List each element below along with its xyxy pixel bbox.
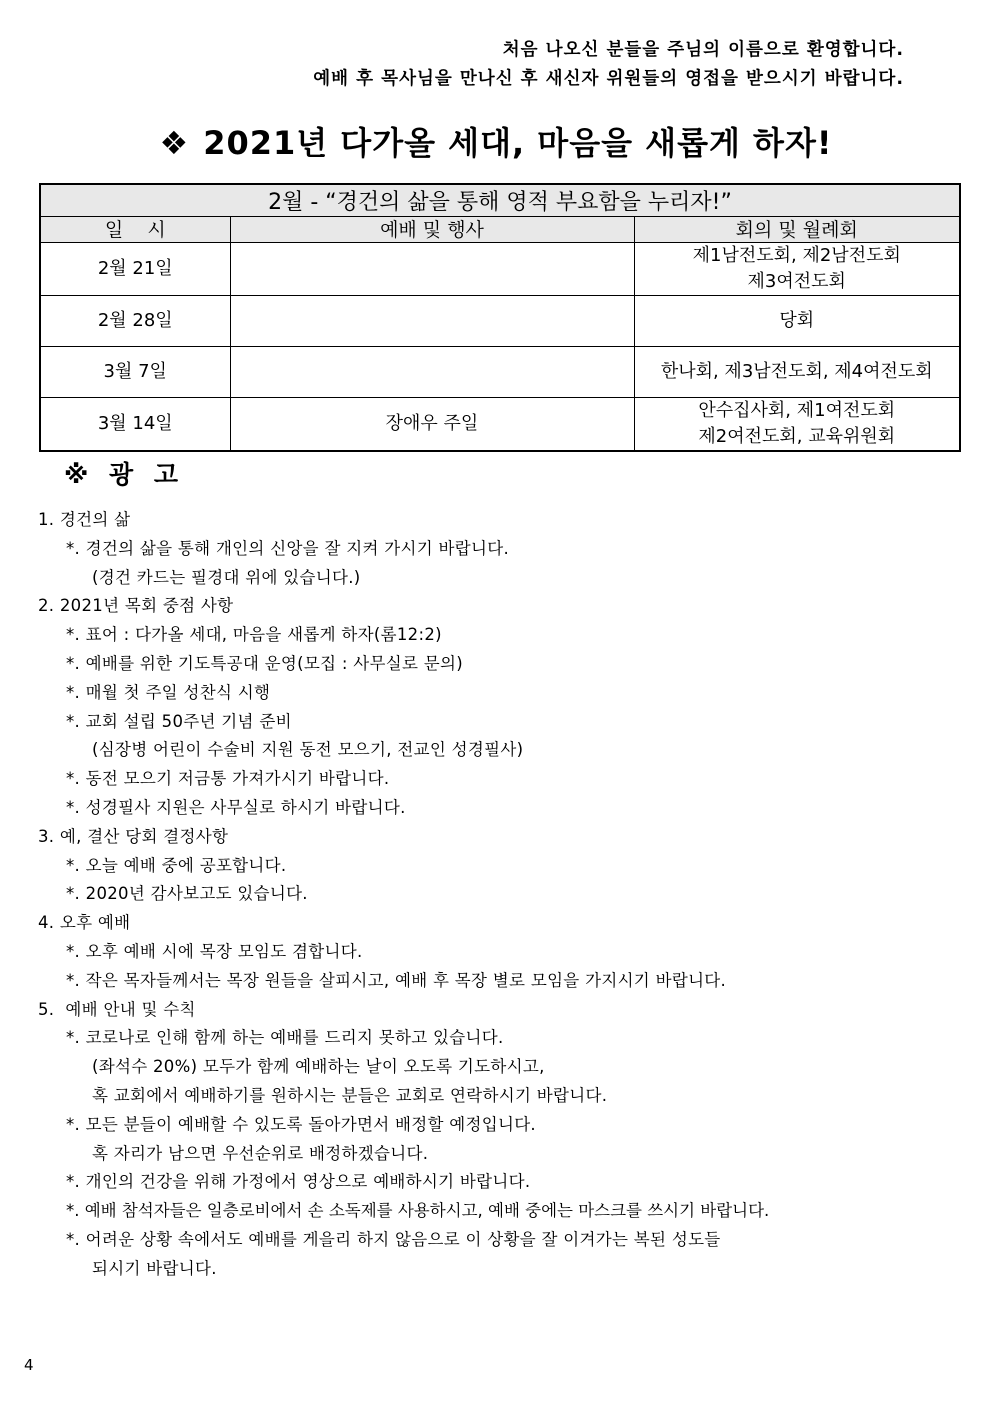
row-worship bbox=[230, 243, 634, 296]
header-date: 일 시 bbox=[40, 217, 230, 243]
welcome-message bbox=[313, 36, 904, 94]
list-item: 혹 자리가 남으면 우선순위로 배정하겠습니다. bbox=[92, 1143, 429, 1163]
table-row bbox=[40, 243, 960, 296]
list-item: *. 교회 설립 50주년 기념 준비 bbox=[66, 711, 292, 731]
list-item: *. 개인의 건강을 위해 가정에서 영상으로 예배하시기 바랍니다. bbox=[66, 1172, 531, 1192]
schedule-header-row bbox=[40, 217, 960, 243]
welcome-line-1: 처음 나오신 분들을 주님의 이름으로 환영합니다. bbox=[502, 40, 904, 60]
table-row bbox=[40, 296, 960, 347]
list-item: 혹 교회에서 예배하기를 원하시는 분들은 교회로 연락하시기 바랍니다. bbox=[92, 1085, 608, 1105]
list-item: *. 어려운 상황 속에서도 예배를 게을리 하지 않음으로 이 상황을 잘 이겨가는 복된 성도들 bbox=[66, 1229, 721, 1249]
row-date: 3월 14일 bbox=[40, 398, 230, 452]
row-date: 2월 28일 bbox=[40, 296, 230, 347]
row-worship: 장애우 주일 bbox=[230, 398, 634, 452]
list-item: *. 모든 분들이 예배할 수 있도록 돌아가면서 배정할 예정입니다. bbox=[66, 1114, 536, 1134]
page-title-text: 2021년 다가올 세대, 마음을 새롭게 하자! bbox=[203, 124, 833, 162]
list-item: *. 2020년 감사보고도 있습니다. bbox=[66, 884, 308, 904]
row-date: 3월 7일 bbox=[40, 347, 230, 398]
list-item: *. 성경필사 지원은 사무실로 하시기 바랍니다. bbox=[66, 797, 406, 817]
announcements-title: ※ 광 고 bbox=[64, 460, 185, 489]
list-item: *. 표어 : 다가올 세대, 마음을 새롭게 하자(롬12:2) bbox=[66, 625, 442, 645]
page-number: 4 bbox=[24, 1356, 34, 1374]
section-heading: 4. 오후 예배 bbox=[38, 913, 131, 933]
page-title bbox=[0, 118, 992, 164]
welcome-line-2: 예배 후 목사님을 만나신 후 새신자 위원들의 영접을 받으시기 바랍니다. bbox=[313, 69, 904, 89]
row-meetings: 당회 bbox=[634, 296, 960, 347]
list-item: *. 매월 첫 주일 성찬식 시행 bbox=[66, 682, 271, 702]
list-item: *. 오늘 예배 중에 공포합니다. bbox=[66, 855, 287, 875]
table-row bbox=[40, 347, 960, 398]
table-row bbox=[40, 398, 960, 452]
section-heading: 5. 예배 안내 및 수칙 bbox=[38, 999, 196, 1019]
list-item: *. 예배를 위한 기도특공대 운영(모집 : 사무실로 문의) bbox=[66, 653, 464, 673]
row-date: 2월 21일 bbox=[40, 243, 230, 296]
list-item: *. 오후 예배 시에 목장 모임도 겸합니다. bbox=[66, 941, 363, 961]
list-item: (좌석수 20%) 모두가 함께 예배하는 날이 오도록 기도하시고, bbox=[92, 1057, 545, 1077]
diamond-bullet-icon: ❖ bbox=[159, 124, 190, 162]
list-item: *. 동전 모으기 저금통 가져가시기 바랍니다. bbox=[66, 769, 390, 789]
schedule-banner-row bbox=[40, 184, 960, 217]
list-item: (심장병 어린이 수술비 지원 동전 모으기, 전교인 성경필사) bbox=[92, 740, 524, 760]
schedule-table bbox=[39, 183, 961, 452]
announcements-list bbox=[38, 506, 952, 1284]
row-worship bbox=[230, 296, 634, 347]
section-heading: 3. 예, 결산 당회 결정사항 bbox=[38, 826, 229, 846]
row-worship bbox=[230, 347, 634, 398]
list-item: *. 예배 참석자들은 일층로비에서 손 소독제를 사용하시고, 예배 중에는 마스크를 쓰시기 바랍니다. bbox=[66, 1201, 770, 1221]
list-item: (경건 카드는 필경대 위에 있습니다.) bbox=[92, 567, 361, 587]
row-meetings: 한나회, 제3남전도회, 제4여전도회 bbox=[634, 347, 960, 398]
header-worship: 예배 및 행사 bbox=[230, 217, 634, 243]
row-meetings: 제1남전도회, 제2남전도회 제3여전도회 bbox=[634, 243, 960, 296]
header-meetings: 회의 및 월례회 bbox=[634, 217, 960, 243]
list-item: *. 코로나로 인해 함께 하는 예배를 드리지 못하고 있습니다. bbox=[66, 1028, 504, 1048]
schedule-banner: 2월 - “경건의 삶을 통해 영적 부요함을 누리자!” bbox=[40, 184, 960, 217]
list-item: 되시기 바랍니다. bbox=[92, 1258, 217, 1278]
list-item: *. 경건의 삶을 통해 개인의 신앙을 잘 지켜 가시기 바랍니다. bbox=[66, 538, 510, 558]
row-meetings: 안수집사회, 제1여전도회 제2여전도회, 교육위원회 bbox=[634, 398, 960, 452]
list-item: *. 작은 목자들께서는 목장 원들을 살피시고, 예배 후 목장 별로 모임을 가지시기 바랍니다. bbox=[66, 970, 727, 990]
section-heading: 1. 경건의 삶 bbox=[38, 510, 131, 529]
section-heading: 2. 2021년 목회 중점 사항 bbox=[38, 596, 234, 616]
